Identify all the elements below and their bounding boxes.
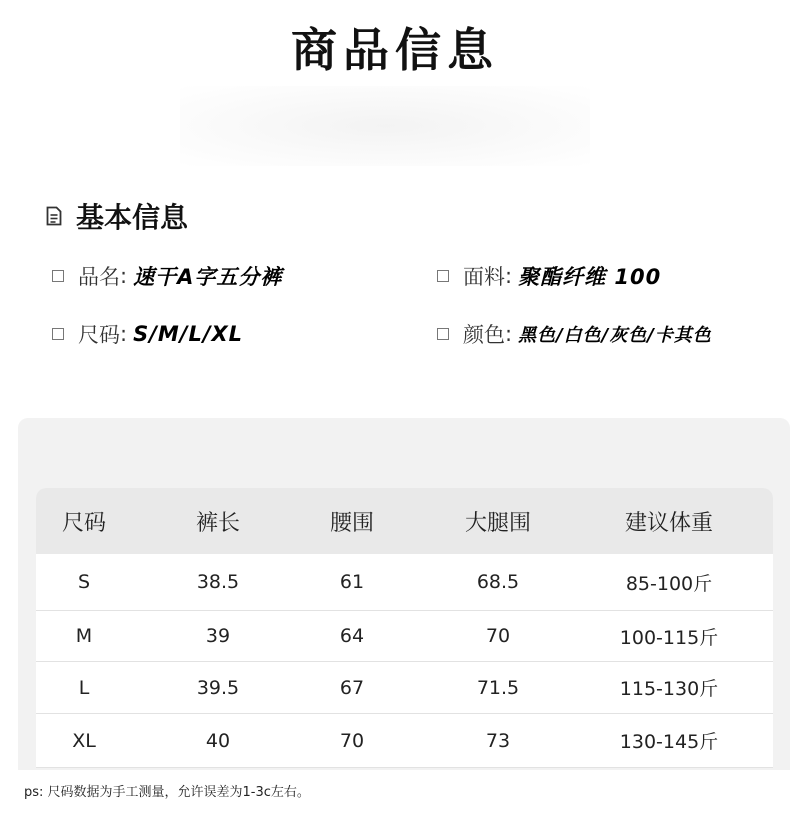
info-key: 颜色 — [463, 323, 505, 347]
table-row — [36, 554, 773, 611]
header-thigh: 大腿围 — [464, 510, 531, 536]
header-size: 尺码 — [61, 510, 106, 536]
cell-thigh: 73 — [485, 729, 511, 752]
cell-waist: 67 — [339, 676, 365, 699]
cell-waist: 64 — [339, 625, 365, 647]
table-row — [36, 662, 773, 714]
cell-length: 39.5 — [196, 676, 240, 699]
header-length: 裤长 — [195, 510, 240, 536]
square-bullet-icon — [437, 328, 449, 340]
info-value: 聚酯纤维 100 — [518, 265, 662, 289]
cell-thigh: 68.5 — [476, 571, 520, 593]
cell-waist: 70 — [339, 729, 365, 752]
info-key: 尺码 — [78, 323, 120, 347]
basic-info-label: 基本信息 — [76, 201, 189, 234]
cell-length: 38.5 — [196, 571, 240, 593]
info-item-fabric — [437, 261, 661, 291]
header-waist: 腰围 — [329, 510, 374, 536]
square-bullet-icon — [52, 270, 64, 282]
info-value: 黑色/白色/灰色/卡其色 — [518, 325, 712, 346]
cell-thigh: 71.5 — [476, 676, 520, 699]
info-value: S/M/L/XL — [133, 322, 244, 346]
basic-info-heading — [46, 196, 188, 236]
cell-size: M — [75, 625, 93, 647]
page-title: 商品信息 — [291, 23, 499, 77]
cell-thigh: 70 — [485, 625, 511, 647]
cell-weight: 130-145斤 — [619, 731, 719, 753]
cell-size: S — [77, 571, 91, 593]
info-colon: : — [120, 264, 128, 288]
info-item-product-name — [52, 261, 282, 291]
decorative-blur — [180, 86, 590, 166]
table-row — [36, 714, 773, 768]
cell-weight: 85-100斤 — [625, 572, 713, 595]
cell-length: 39 — [205, 625, 231, 647]
cell-length: 40 — [205, 729, 231, 752]
info-item-size — [52, 319, 243, 349]
size-table — [36, 488, 773, 768]
info-colon: : — [120, 322, 128, 346]
info-colon: : — [505, 322, 513, 346]
info-item-color — [437, 319, 712, 349]
square-bullet-icon — [52, 328, 64, 340]
info-colon: : — [505, 264, 513, 288]
cell-size: XL — [72, 729, 96, 752]
document-icon — [46, 206, 62, 226]
cell-weight: 100-115斤 — [619, 626, 719, 649]
measurement-note: ps: 尺码数据为手工测量，允许误差为1-3c左右。 — [24, 785, 310, 800]
table-header — [36, 488, 773, 554]
info-value: 速干A字五分裤 — [133, 265, 283, 289]
info-key: 面料 — [463, 265, 505, 289]
square-bullet-icon — [437, 270, 449, 282]
cell-size: L — [78, 676, 90, 699]
cell-weight: 115-130斤 — [619, 678, 719, 700]
header-weight: 建议体重 — [624, 510, 713, 536]
cell-waist: 61 — [339, 571, 365, 593]
info-key: 品名 — [78, 265, 120, 289]
table-row — [36, 611, 773, 662]
